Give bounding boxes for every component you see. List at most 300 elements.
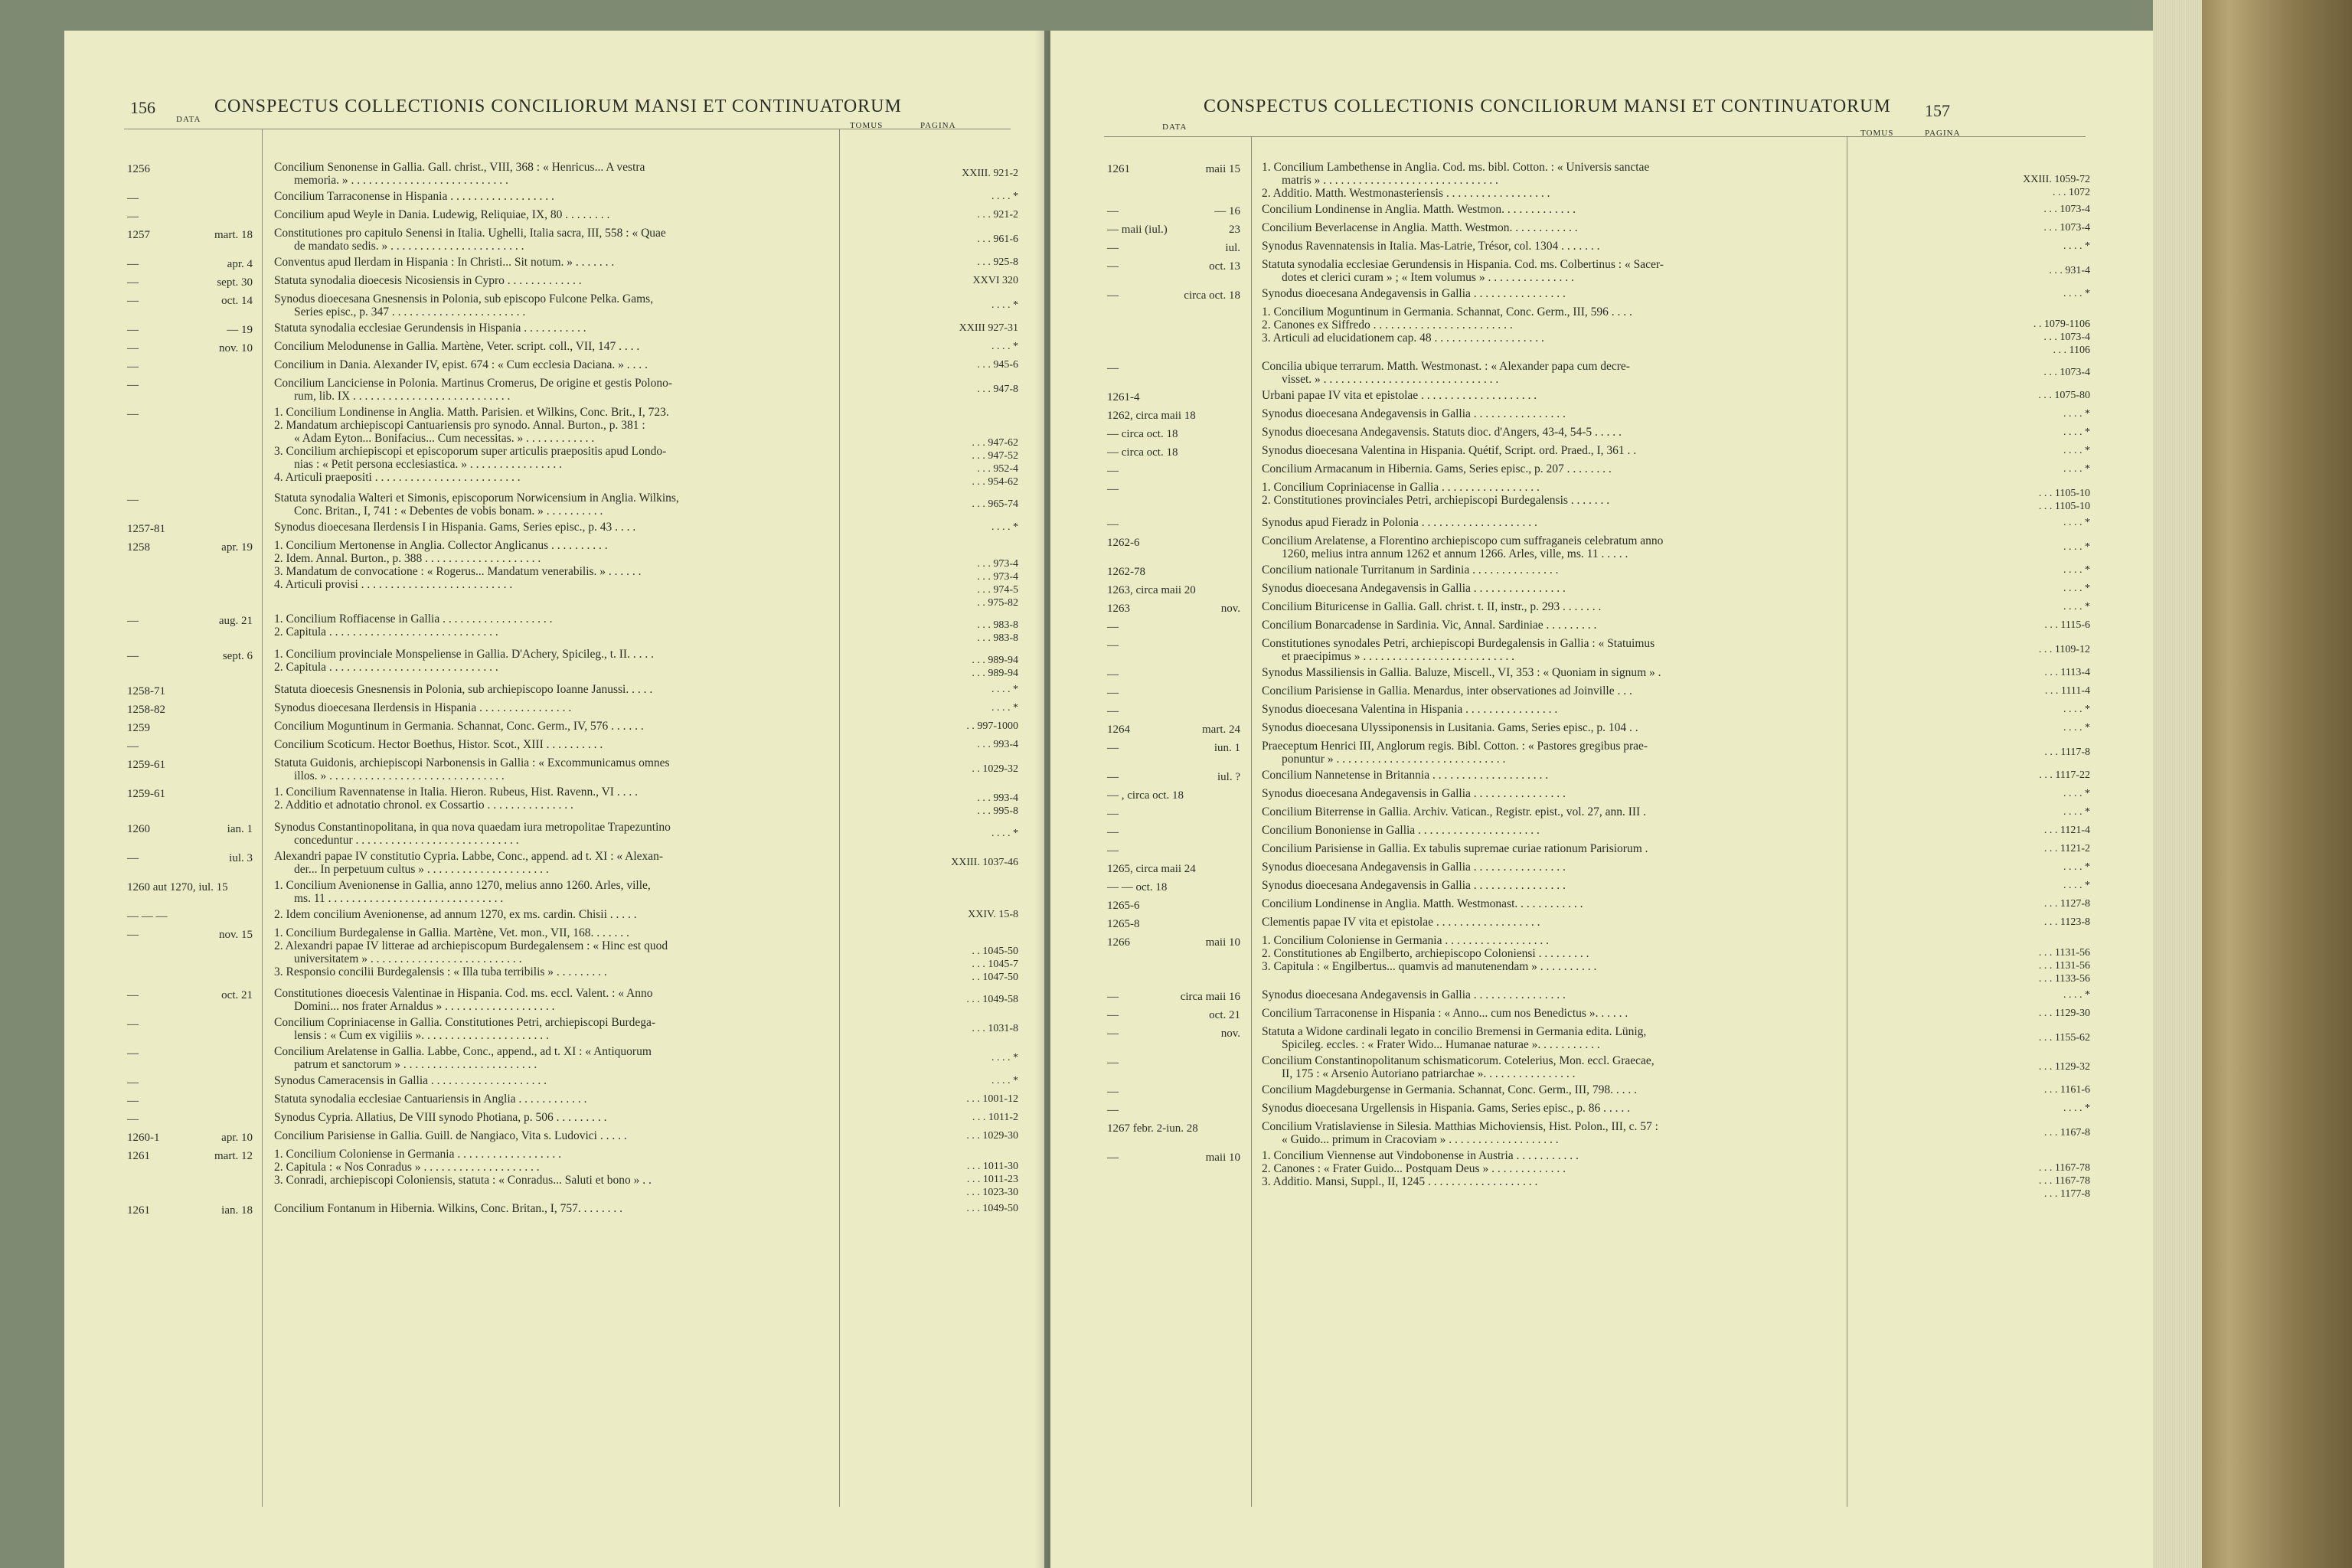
entry-row — [1050, 516, 2090, 531]
entry-year: — — [1107, 621, 1119, 633]
entry-line: 1. Concilium Roffiacense in Gallia . . . . . . . . . . . . . . . . . . . — [274, 612, 553, 626]
entry-year: — — [127, 295, 139, 307]
entry-reference: . . . 1031-8 — [972, 1023, 1018, 1034]
entry-date — [1050, 703, 1251, 718]
entry-description — [263, 377, 850, 403]
entry-row — [64, 926, 1018, 984]
entry-description — [263, 292, 850, 318]
entry-line: Concilium Arelatense in Gallia. Labbe, Conc., append., ad t. XI : « Antiquorum — [274, 1045, 652, 1058]
entry-day: maii 10 — [1205, 1152, 1240, 1164]
entry-day: mart. 18 — [214, 229, 253, 241]
entry-row — [1050, 619, 2090, 634]
entry-date — [1050, 600, 1251, 616]
entry-description — [1251, 988, 1856, 1001]
entry-year: 1258 — [127, 541, 150, 554]
entry-line: 2. Additio. Matth. Westmonasteriensis . . . . . . . . . . . . . . . . . . — [1262, 187, 1550, 200]
entry-reference: . . . 1155-62 — [2038, 1032, 2090, 1044]
entry-date — [64, 322, 263, 337]
entry-reference: . . . . * — [991, 299, 1018, 311]
entry-year: — — [127, 192, 139, 204]
entry-row — [1050, 564, 2090, 579]
entry-date — [1050, 407, 1251, 423]
entry-reference: . . . 1105-10 . . . 1105-10 — [2038, 488, 2090, 512]
entry-year: — — [1107, 1027, 1119, 1040]
entry-year: — — [1107, 518, 1119, 531]
entry-row — [1050, 703, 2090, 718]
entry-date — [64, 612, 263, 628]
entry-date — [1050, 1149, 1251, 1165]
entry-date — [64, 539, 263, 554]
entry-day: circa maii 16 — [1180, 991, 1240, 1003]
entry-line: Concilium Fontanum in Hibernia. Wilkins, Conc. Britan., I, 757. . . . . . . . — [274, 1202, 623, 1215]
entry-reference: . . . 1167-8 — [2043, 1127, 2090, 1138]
entry-year: 1263 — [1107, 603, 1130, 615]
entry-description — [1251, 684, 1856, 697]
entry-line: 1. Concilium Burdegalense in Gallia. Martène, Vet. mon., VII, 168. . . . . . . — [274, 926, 629, 939]
entry-description — [1251, 1083, 1856, 1096]
entry-date — [64, 492, 263, 507]
entry-year: — — [127, 408, 139, 420]
running-title-right: CONSPECTUS COLLECTIONIS CONCILIORUM MANSI ET CONTINUATORUM — [1204, 96, 1891, 116]
entry-line: Spicileg. eccles. : « Frater Wido... Humanae naturae ». . . . . . . . . . . — [1282, 1038, 1600, 1051]
entry-day: apr. 19 — [221, 541, 253, 554]
entry-row — [1050, 666, 2090, 681]
entry-reference: . . . . * — [991, 521, 1018, 533]
entry-reference: . . . . * — [2063, 989, 2090, 1001]
entry-date — [64, 292, 263, 308]
entry-year: — — [1107, 260, 1119, 273]
entry-date — [1050, 721, 1251, 737]
entry-line: Synodus dioecesana Andegavensis. Statuts dioc. d'Angers, 43-4, 54-5 . . . . . — [1262, 426, 1622, 439]
entry-reference: XXIII 927-31 — [959, 322, 1018, 334]
entry-reference: . . . 1073-4 — [2043, 204, 2090, 215]
entry-date — [64, 738, 263, 753]
entry-line: Synodus dioecesana Andegavensis in Gallia . . . . . . . . . . . . . . . . — [1262, 861, 1566, 874]
entry-reference: . . . 1075-80 — [2038, 390, 2090, 401]
entry-reference: . . . 1029-30 — [966, 1130, 1018, 1142]
entry-line: nias : « Petit persona ecclesiastica. » . . . . . . . . . . . . . . . . — [294, 458, 562, 471]
entry-line: Series episc., p. 347 . . . . . . . . . . . . . . . . . . . . . . . — [294, 305, 526, 318]
entry-description — [1251, 824, 1856, 837]
entry-line: 3. Capitula : « Engilbertus... quamvis ad manutenendam » . . . . . . . . . . — [1262, 960, 1597, 973]
entry-line: Statuta synodalia ecclesiae Gerundensis in Hispania . . . . . . . . . . . — [274, 322, 586, 335]
entry-description — [263, 208, 850, 221]
entry-line: Conventus apud Ilerdam in Hispania : In Christi... Sit notum. » . . . . . . . — [274, 256, 615, 269]
entry-reference: . . . 947-62 . . . 947-52 . . . 952-4 . . . 954-62 — [972, 437, 1018, 488]
entry-line: Concilium Beverlacense in Anglia. Matth. Westmon. . . . . . . . . . . . — [1262, 221, 1578, 234]
entry-year: 1259-61 — [127, 759, 165, 771]
entry-day: apr. 4 — [227, 258, 253, 270]
entry-description — [1251, 934, 1856, 973]
entry-line: Concilia ubique terrarum. Matth. Westmonast. : « Alexander papa cum decre- — [1262, 360, 1630, 373]
entry-line: 2. Capitula . . . . . . . . . . . . . . . . . . . . . . . . . . . . . — [274, 661, 498, 674]
entry-row — [64, 208, 1018, 224]
entry-year: — — [1107, 242, 1119, 254]
entry-line: Concilium Parisiense in Gallia. Menardus, inter observationes ad Joinville . . . — [1262, 684, 1632, 697]
entry-reference: . . . 1127-8 — [2043, 898, 2090, 910]
entry-description — [1251, 360, 1856, 386]
entry-reference: . . . . * — [2063, 408, 2090, 420]
page-number-left: 156 — [130, 98, 155, 117]
entry-year: 1261 — [127, 1204, 150, 1217]
entry-line: 2. Capitula . . . . . . . . . . . . . . . . . . . . . . . . . . . . . — [274, 626, 498, 639]
entry-year: 1265, circa maii 24 — [1107, 863, 1196, 875]
entry-reference: . . . 1073-4 — [2043, 367, 2090, 378]
entry-description — [1251, 861, 1856, 874]
entry-row — [64, 701, 1018, 717]
entry-description — [1251, 534, 1856, 560]
entry-reference: XXIII. 1037-46 — [951, 857, 1018, 868]
header-pagina-left: PAGINA — [920, 121, 956, 130]
entry-line: lensis : « Cum ex vigiliis ». . . . . . . . . . . . . . . . . . . . . . — [294, 1029, 549, 1042]
entry-description — [263, 340, 850, 353]
entry-row — [64, 1045, 1018, 1071]
entry-reference: . . . . * — [991, 702, 1018, 714]
entry-reference: . . . 921-2 — [977, 209, 1018, 220]
entry-line: « Guido... primum in Cracoviam » . . . . . . . . . . . . . . . . . . . — [1282, 1133, 1559, 1146]
entry-row — [64, 756, 1018, 782]
entry-description — [1251, 600, 1856, 613]
entry-reference — [850, 879, 1018, 885]
entry-line: Concilium Scoticum. Hector Boethus, Histor. Scot., XIII . . . . . . . . . . — [274, 738, 603, 751]
entry-line: 1. Concilium Londinense in Anglia. Matth. Parisien. et Wilkins, Conc. Brit., I, 723. — [274, 406, 669, 419]
entry-description — [263, 274, 850, 287]
entry-year: 1262-78 — [1107, 566, 1145, 578]
entry-line: Constitutiones synodales Petri, archiepiscopi Burdegalensis in Gallia : « Statuimus — [1262, 637, 1655, 650]
entry-row — [1050, 842, 2090, 858]
entry-reference: . . . 1113-4 — [2044, 667, 2090, 678]
entry-line: Synodus dioecesana Valentina in Hispania. Quétif, Script. ord. Praed., I, 361 . . — [1262, 444, 1637, 457]
entry-line: Synodus dioecesana Andegavensis in Gallia . . . . . . . . . . . . . . . . — [1262, 287, 1566, 300]
entry-reference: . . . 1121-4 — [2043, 825, 2090, 836]
entry-year: 1258-71 — [127, 685, 165, 697]
entry-year: 1265-6 — [1107, 900, 1140, 912]
entry-line: 1. Concilium Moguntinum in Germania. Schannat, Conc. Germ., III, 596 . . . . — [1262, 305, 1632, 318]
entry-date — [1050, 637, 1251, 652]
entry-row — [64, 190, 1018, 205]
entry-year: — — [1107, 483, 1119, 495]
entry-reference: . . . . * — [991, 828, 1018, 839]
entry-line: Concilium Nannetense in Britannia . . . . . . . . . . . . . . . . . . . . — [1262, 769, 1549, 782]
entry-year: — — [127, 494, 139, 506]
entry-line: Synodus Cypria. Allatius, De VIII synodo Photiana, p. 506 . . . . . . . . . — [274, 1111, 607, 1124]
entry-date — [64, 1148, 263, 1163]
entry-day: mart. 12 — [214, 1150, 253, 1162]
entry-date — [64, 358, 263, 374]
entry-row — [1050, 740, 2090, 766]
entry-day: iun. 1 — [1214, 742, 1240, 754]
entry-description — [1251, 666, 1856, 679]
entry-line: 1. Concilium Coloniense in Germania . . . . . . . . . . . . . . . . . . — [1262, 934, 1549, 947]
entry-line: Concilium Parisiense in Gallia. Ex tabulis supremae curiae rationum Parisiorum . — [1262, 842, 1648, 855]
entry-date — [64, 161, 263, 176]
entry-description — [1251, 287, 1856, 300]
entry-year: — — [1107, 1152, 1119, 1164]
entry-year: — circa oct. 18 — [1107, 446, 1178, 459]
entry-date — [64, 340, 263, 355]
entry-line: Synodus dioecesana Andegavensis in Gallia . . . . . . . . . . . . . . . . — [1262, 879, 1566, 892]
entry-date — [1050, 1025, 1251, 1040]
entry-day: sept. 6 — [222, 650, 253, 662]
entry-line: conceduntur . . . . . . . . . . . . . . . . . . . . . . . . . . . . — [294, 834, 519, 847]
header-pagina-right: PAGINA — [1925, 129, 1961, 138]
entry-year: — — [127, 650, 139, 662]
entry-line: Concilium Londinense in Anglia. Matth. Westmon. . . . . . . . . . . . . — [1262, 203, 1576, 216]
entry-description — [263, 1074, 850, 1087]
entry-reference: XXIII. 1059-72 . . . 1072 — [2023, 174, 2090, 198]
entry-line: Statuta dioecesis Gnesnensis in Polonia, sub archiepiscopo Ioanne Janussi. . . . . — [274, 683, 653, 696]
entry-line: Synodus Ravennatensis in Italia. Mas-Latrie, Trésor, col. 1304 . . . . . . . — [1262, 240, 1600, 253]
entry-reference: . . . . * — [2063, 517, 2090, 528]
entry-year: — — [1107, 991, 1119, 1003]
entry-year: 1262, circa maii 18 — [1107, 410, 1196, 422]
entry-line: Synodus Constantinopolitana, in qua nova quaedam iura metropolitae Trapezuntino — [274, 821, 671, 834]
entry-row — [1050, 934, 2090, 985]
entry-year: 1263, circa maii 20 — [1107, 584, 1196, 596]
entry-year: — circa oct. 18 — [1107, 428, 1178, 440]
entry-line: 1. Concilium Avenionense in Gallia, anno 1270, melius anno 1260. Arles, ville, — [274, 879, 651, 892]
entry-day: iul. ? — [1217, 771, 1240, 783]
entry-row — [64, 648, 1018, 680]
entry-line: Concilium Bononiense in Gallia . . . . . . . . . . . . . . . . . . . . . — [1262, 824, 1540, 837]
entry-reference: . . . . * — [2063, 601, 2090, 612]
entry-row — [64, 492, 1018, 518]
entry-line: ms. 11 . . . . . . . . . . . . . . . . . . . . . . . . . . . . . . — [294, 892, 504, 905]
entry-date — [1050, 360, 1251, 375]
entry-row — [64, 1074, 1018, 1089]
entry-description — [263, 1129, 850, 1142]
entry-row — [64, 406, 1018, 488]
entry-line: 4. Articuli provisi . . . . . . . . . . . . . . . . . . . . . . . . . . — [274, 578, 513, 591]
entry-date — [1050, 740, 1251, 755]
entry-line: matris » . . . . . . . . . . . . . . . . . . . . . . . . . . . . . . — [1282, 174, 1498, 187]
entry-year: 1267 febr. 2-iun. 28 — [1107, 1122, 1198, 1135]
entry-row — [64, 227, 1018, 253]
entry-day: nov. 10 — [218, 342, 253, 354]
entry-line: 1. Concilium Mertonense in Anglia. Collector Anglicanus . . . . . . . . . . — [274, 539, 608, 552]
entry-row — [64, 1111, 1018, 1126]
entry-date — [1050, 769, 1251, 784]
entry-row — [1050, 1120, 2090, 1146]
entry-year: — — [127, 615, 139, 627]
entry-row — [1050, 1149, 2090, 1200]
entry-list-right — [1050, 161, 2090, 1204]
entry-date — [64, 1074, 263, 1089]
entry-description — [263, 1148, 850, 1187]
entry-date — [1050, 1102, 1251, 1117]
entry-row — [1050, 240, 2090, 255]
entry-day: mart. 24 — [1202, 724, 1240, 736]
entry-day: nov. — [1220, 1027, 1240, 1040]
entry-line: Concilium Parisiense in Gallia. Guill. de Nangiaco, Vita s. Ludovici . . . . . — [274, 1129, 627, 1142]
entry-row — [64, 908, 1018, 923]
entry-description — [1251, 1007, 1856, 1020]
entry-date — [1050, 305, 1251, 307]
entry-reference: XXIV. 15-8 — [968, 909, 1018, 920]
entry-row — [1050, 1007, 2090, 1022]
entry-date — [64, 274, 263, 289]
entry-row — [1050, 897, 2090, 913]
entry-day: oct. 14 — [221, 295, 253, 307]
entry-year: 1260 aut 1270, iul. 15 — [127, 881, 228, 893]
entry-row — [64, 322, 1018, 337]
entry-year: 1258-82 — [127, 704, 165, 716]
entry-day: — 16 — [1214, 205, 1240, 217]
entry-line: 3. Additio. Mansi, Suppl., II, 1245 . . . . . . . . . . . . . . . . . . . — [1262, 1175, 1538, 1188]
entry-line: Concilium nationale Turritanum in Sardinia . . . . . . . . . . . . . . . — [1262, 564, 1559, 577]
entry-row — [1050, 988, 2090, 1004]
entry-line: Concilium Tarraconense in Hispania . . . . . . . . . . . . . . . . . . — [274, 190, 554, 203]
entry-date — [1050, 988, 1251, 1004]
entry-year: 1259-61 — [127, 788, 165, 800]
entry-date — [1050, 287, 1251, 302]
entry-reference: . . . 1073-4 — [2043, 222, 2090, 234]
entry-date — [1050, 426, 1251, 441]
entry-date — [1050, 1054, 1251, 1070]
entry-row — [1050, 462, 2090, 478]
entry-line: 3. Responsio concilii Burdegalensis : « Illa tuba terribilis » . . . . . . . . . — [274, 965, 607, 978]
entry-day: circa oct. 18 — [1184, 289, 1240, 302]
header-data-left: DATA — [176, 115, 201, 124]
entry-line: illos. » . . . . . . . . . . . . . . . . . . . . . . . . . . . . . . — [294, 769, 505, 782]
entry-reference: . . . 1109-12 — [2038, 644, 2090, 655]
entry-description — [263, 850, 850, 876]
entry-line: Concilium Senonense in Gallia. Gall. christ., VIII, 368 : « Henricus... A vestra — [274, 161, 645, 174]
entry-line: 3. Conradi, archiepiscopi Coloniensis, statuta : « Conradus... Saluti et bono » . . — [274, 1174, 652, 1187]
entry-row — [64, 987, 1018, 1013]
entry-year: — — [127, 211, 139, 223]
entry-day: maii 10 — [1205, 936, 1240, 949]
entry-date — [64, 850, 263, 865]
entry-line: Concilium Constantinopolitanum schismaticorum. Cotelerius, Mon. eccl. Graecae, — [1262, 1054, 1655, 1067]
page-block-edge — [2153, 0, 2202, 1568]
entry-date — [1050, 879, 1251, 894]
entry-line: 2. Constitutiones ab Engilberto, archiepiscopo Coloniensi . . . . . . . . . — [1262, 947, 1589, 960]
entry-description — [263, 256, 850, 269]
entry-year: 1261 — [127, 1150, 150, 1162]
entry-row — [1050, 1025, 2090, 1051]
entry-row — [1050, 861, 2090, 876]
entry-year: — — — — [127, 910, 168, 923]
entry-description — [1251, 564, 1856, 577]
entry-date — [64, 521, 263, 536]
entry-row — [64, 358, 1018, 374]
entry-row — [1050, 203, 2090, 218]
entry-line: Concilium Melodunense in Gallia. Martène, Veter. script. coll., VII, 147 . . . . — [274, 340, 640, 353]
entry-date — [64, 190, 263, 205]
entry-year: — — [1107, 205, 1119, 217]
entry-line: 3. Mandatum de convocatione : « Rogerus... Mandatum venerabilis. » . . . . . . — [274, 565, 642, 578]
entry-row — [64, 850, 1018, 876]
entry-date — [1050, 481, 1251, 496]
entry-year: 1256 — [127, 163, 150, 175]
entry-line: Concilium Bituricense in Gallia. Gall. christ. t. II, instr., p. 293 . . . . . . . — [1262, 600, 1602, 613]
entry-reference: XXIII. 921-2 — [962, 168, 1018, 179]
entry-reference: . . . 1049-58 — [966, 994, 1018, 1005]
entry-date — [64, 1016, 263, 1031]
entry-date — [1050, 861, 1251, 876]
entry-reference: . . . 1011-2 — [972, 1112, 1018, 1123]
entry-line: 2. Constitutiones provinciales Petri, archiepiscopi Burdegalensis . . . . . . . — [1262, 494, 1610, 507]
right-page — [1050, 31, 2153, 1568]
entry-reference: . . . 1161-6 — [2043, 1084, 2090, 1096]
entry-description — [1251, 619, 1856, 632]
entry-date — [1050, 444, 1251, 459]
entry-year: 1260-1 — [127, 1132, 160, 1144]
entry-year: — — [127, 740, 139, 753]
entry-description — [1251, 897, 1856, 910]
entry-date — [64, 208, 263, 224]
entry-row — [1050, 721, 2090, 737]
entry-row — [64, 377, 1018, 403]
entry-day: apr. 10 — [221, 1132, 253, 1144]
entry-description — [263, 227, 850, 253]
entry-date — [1050, 842, 1251, 858]
entry-line: 1. Concilium provinciale Monspeliense in Gallia. D'Achery, Spicileg., t. II. . . . . — [274, 648, 654, 661]
entry-row — [64, 521, 1018, 536]
entry-date — [64, 756, 263, 772]
entry-date — [1050, 1083, 1251, 1099]
entry-description — [1251, 426, 1856, 439]
entry-day: oct. 13 — [1209, 260, 1240, 273]
entry-description — [1251, 879, 1856, 892]
entry-reference: . . . . * — [2063, 288, 2090, 299]
entry-description — [1251, 721, 1856, 734]
entry-reference: . . . . * — [991, 1075, 1018, 1086]
entry-line: Statuta a Widone cardinali legato in concilio Bremensi in Germania edita. Lünig, — [1262, 1025, 1647, 1038]
entry-line: Statuta synodalia dioecesis Nicosiensis in Cypro . . . . . . . . . . . . . — [274, 274, 582, 287]
entry-year: — — [1107, 1009, 1119, 1021]
entry-description — [263, 358, 850, 371]
entry-line: 1. Concilium Coloniense in Germania . . . . . . . . . . . . . . . . . . — [274, 1148, 561, 1161]
book-cover — [2202, 0, 2352, 1568]
entry-year: — — [1107, 465, 1119, 477]
entry-date — [64, 701, 263, 717]
entry-description — [1251, 740, 1856, 766]
entry-reference: . . . 1167-78 . . . 1167-78 . . . 1177-8 — [2038, 1162, 2090, 1200]
running-title-left: CONSPECTUS COLLECTIONIS CONCILIORUM MANSI ET CONTINUATORUM — [214, 96, 902, 116]
entry-reference: . . . . * — [991, 191, 1018, 202]
entry-reference: . . . . * — [2063, 541, 2090, 553]
entry-reference: . . . 945-6 — [977, 359, 1018, 371]
entry-year: — — [127, 1095, 139, 1107]
entry-description — [1251, 462, 1856, 475]
entry-reference: . . . 1011-30 . . . 1011-23 . . . 1023-30 — [966, 1161, 1018, 1198]
entry-description — [263, 683, 850, 696]
entry-date — [1050, 1007, 1251, 1022]
entry-day: aug. 21 — [218, 615, 253, 627]
entry-line: Synodus Cameracensis in Gallia . . . . . . . . . . . . . . . . . . . . — [274, 1074, 547, 1087]
entry-description — [1251, 916, 1856, 929]
header-tomus-right: TOMUS — [1860, 129, 1894, 138]
entry-line: 3. Articuli ad elucidationem cap. 48 . . . . . . . . . . . . . . . . . . . — [1262, 332, 1544, 345]
entry-line: Synodus apud Fieradz in Polonia . . . . . . . . . . . . . . . . . . . . — [1262, 516, 1537, 529]
entry-reference: . . . 947-8 — [977, 384, 1018, 395]
entry-line: 2. Additio et adnotatio chronol. ex Cossartio . . . . . . . . . . . . . . . — [274, 799, 573, 812]
entry-row — [64, 292, 1018, 318]
entry-description — [263, 161, 850, 187]
entry-date — [1050, 684, 1251, 700]
entry-year: — — [1107, 826, 1119, 838]
entry-line: Concilium Biterrense in Gallia. Archiv. Vatican., Registr. epist., vol. 27, ann. III . — [1262, 805, 1646, 818]
entry-year: — — [127, 324, 139, 336]
entry-description — [1251, 1102, 1856, 1115]
entry-reference: . . . 1111-4 — [2044, 685, 2090, 697]
entry-row — [64, 786, 1018, 818]
entry-row — [64, 720, 1018, 735]
entry-reference: . . . 1049-50 — [966, 1203, 1018, 1214]
entry-line: Statuta synodalia ecclesiae Cantuariensis in Anglia . . . . . . . . . . . . — [274, 1093, 587, 1106]
